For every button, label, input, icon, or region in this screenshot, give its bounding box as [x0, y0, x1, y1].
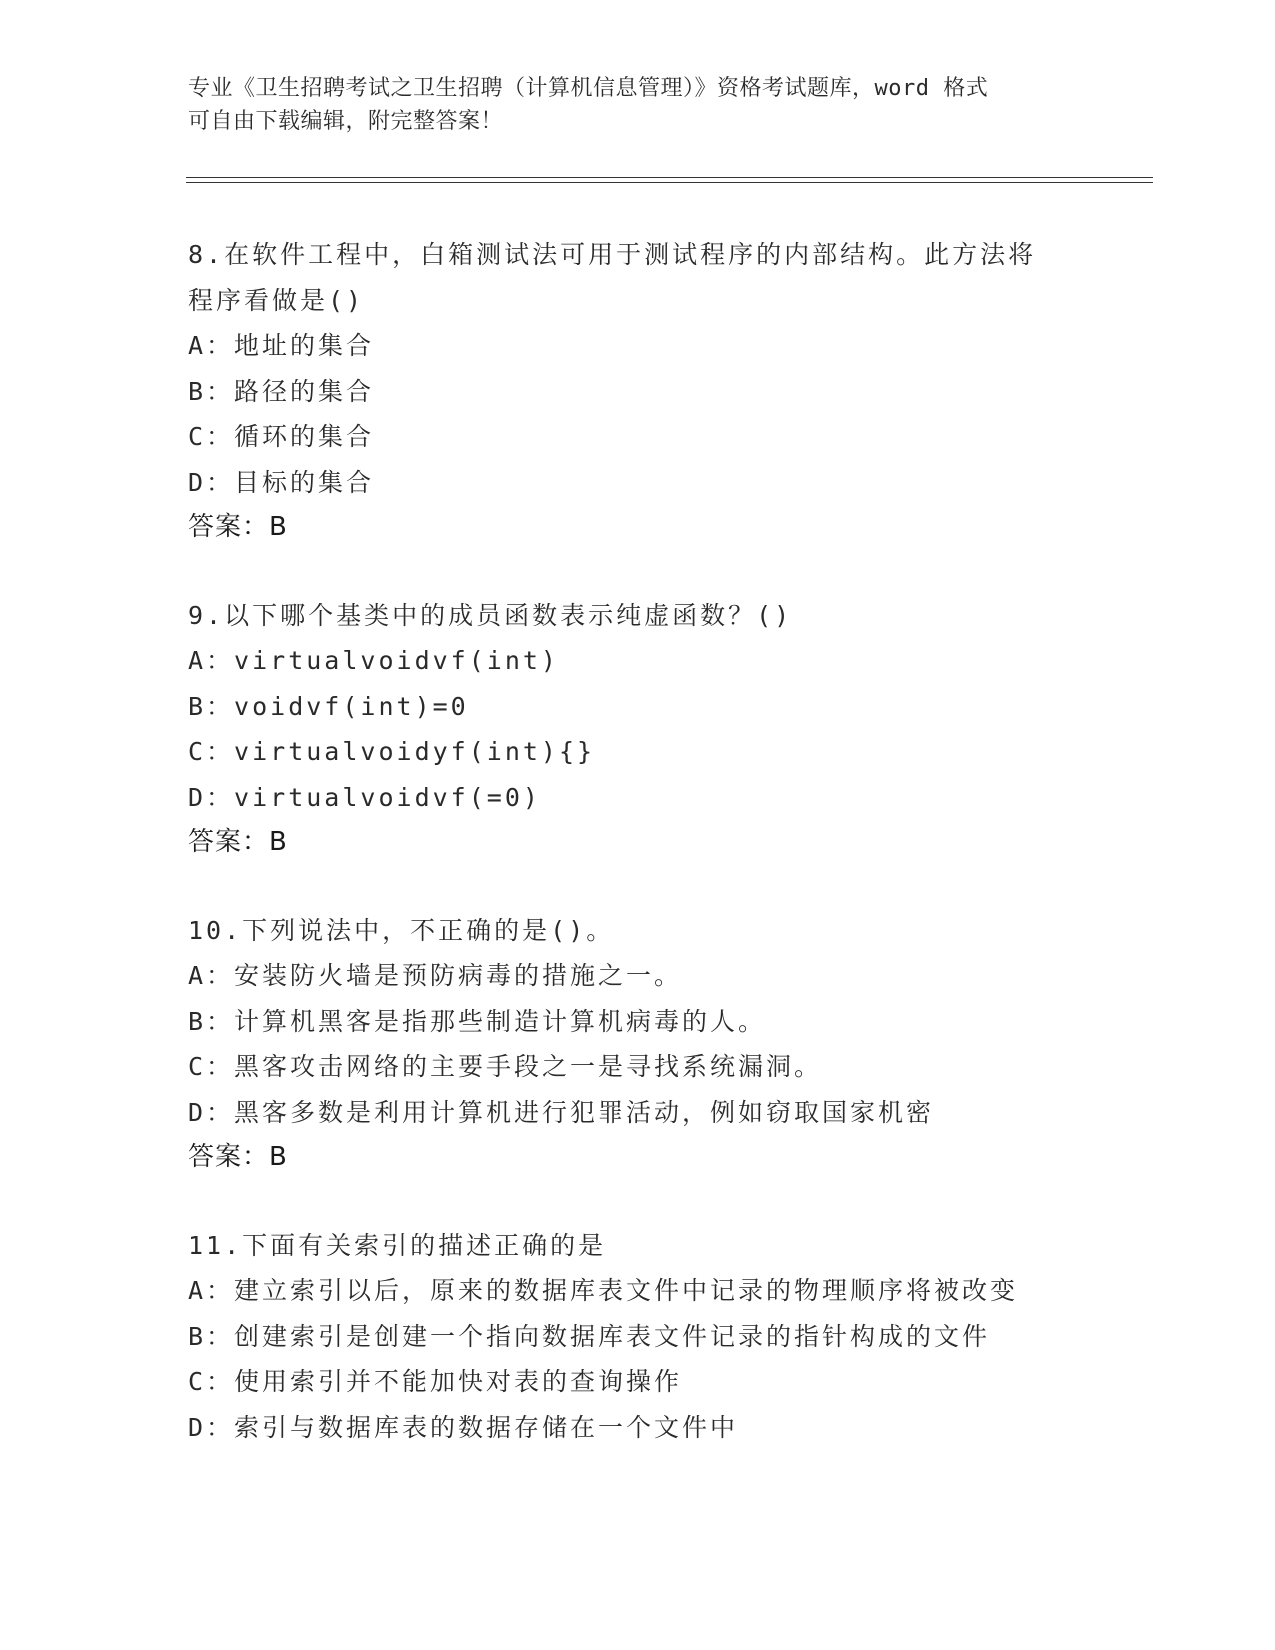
- question-stem-continued: 程序看做是(): [188, 285, 365, 315]
- option-b: B：voidvf(int)=0: [188, 691, 469, 721]
- option-b: B：计算机黑客是指那些制造计算机病毒的人。: [188, 1006, 767, 1036]
- option-d: D：索引与数据库表的数据存储在一个文件中: [188, 1412, 739, 1442]
- header-line-2: 可自由下载编辑，附完整答案！: [188, 109, 504, 134]
- question-9: [188, 593, 1088, 866]
- question-list: [188, 232, 1088, 1492]
- answer-line: 答案：B: [188, 1142, 288, 1172]
- question-8: [188, 232, 1088, 551]
- question-stem: 11.下面有关索引的描述正确的是: [188, 1230, 607, 1260]
- answer-line: 答案：B: [188, 512, 288, 542]
- question-stem: 9.以下哪个基类中的成员函数表示纯虚函数？(): [188, 600, 793, 630]
- option-c: C：使用索引并不能加快对表的查询操作: [188, 1367, 683, 1396]
- answer-line: 答案：B: [188, 827, 288, 857]
- question-stem: 8.在软件工程中，白箱测试法可用于测试程序的内部结构。此方法将: [188, 240, 1037, 269]
- document-header: [188, 72, 1068, 138]
- question-stem: 10.下列说法中，不正确的是()。: [188, 915, 615, 945]
- option-d: D：黑客多数是利用计算机进行犯罪活动，例如窃取国家机密: [188, 1097, 935, 1127]
- question-10: [188, 908, 1088, 1181]
- header-line-1: 专业《卫生招聘考试之卫生招聘（计算机信息管理）》资格考试题库，word 格式: [188, 76, 989, 101]
- option-a: A：地址的集合: [188, 331, 375, 360]
- header-divider: [186, 177, 1153, 183]
- option-c: C：循环的集合: [188, 422, 375, 451]
- question-11: [188, 1223, 1088, 1451]
- option-d: D：virtualvoidvf(=0): [188, 782, 541, 812]
- option-a: A：virtualvoidvf(int): [188, 646, 559, 675]
- option-c: C：黑客攻击网络的主要手段之一是寻找系统漏洞。: [188, 1052, 823, 1081]
- option-a: A：建立索引以后，原来的数据库表文件中记录的物理顺序将被改变: [188, 1276, 1019, 1305]
- option-a: A：安装防火墙是预防病毒的措施之一。: [188, 961, 683, 990]
- option-c: C：virtualvoidyf(int){}: [188, 737, 596, 766]
- option-b: B：创建索引是创建一个指向数据库表文件记录的指针构成的文件: [188, 1321, 991, 1351]
- option-d: D：目标的集合: [188, 467, 375, 497]
- option-b: B：路径的集合: [188, 376, 375, 406]
